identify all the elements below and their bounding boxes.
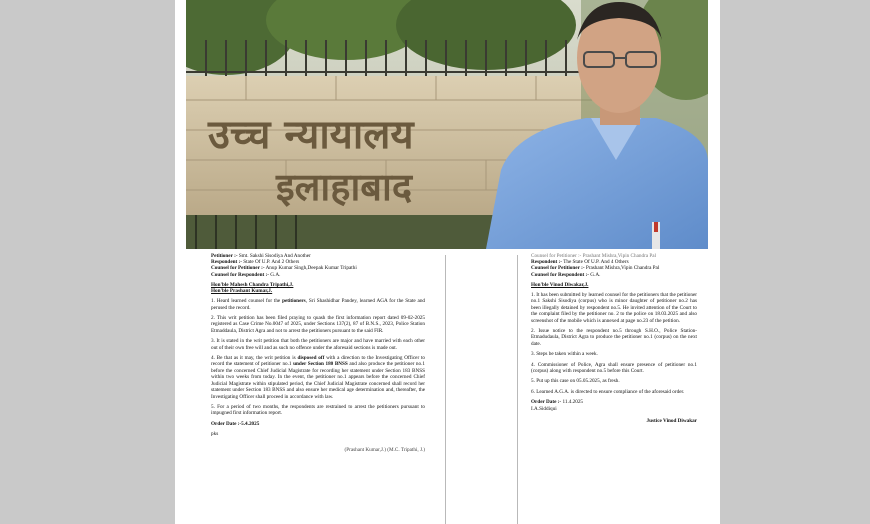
bench-line-2: Hon'ble Prashant Kumar,J.: [211, 288, 273, 295]
initials: pks: [211, 430, 219, 437]
paragraph-5: 5. Put up this case on 05.05.2025, as fresh.: [531, 378, 620, 385]
news-page: [175, 0, 720, 524]
order-date-line: Order Date :- 11.4.2025: [531, 399, 584, 406]
paragraph-2: 2. Issue notice to the respondent no.5 through S.H.O., Police Station- Etmadudaula, District Agra to produce the petitioner no.1 (corpus) on the next date.: [531, 328, 697, 347]
paragraph-3: 3. Steps be taken within a week.: [531, 351, 598, 358]
counsel-petitioner-line: Counsel for Petitioner :- Prashant Mishra,Vipin Chandra Pal: [531, 265, 660, 272]
signature-line: Justice Vinod Diwakar: [646, 417, 697, 424]
court-photo: [186, 0, 708, 249]
respondent-line: Respondent :- The State Of U.P. And 4 Others: [531, 259, 629, 266]
order-date-line: Order Date :-5.4.2025: [211, 420, 260, 427]
respondent-line: Respondent :- State Of U.P. And 2 Others: [211, 259, 300, 266]
counsel-petitioner-line: Counsel for Petitioner :- Anup Kumar Singh,Deepak Kumar Tripathi: [211, 265, 357, 272]
paragraph-4: 4. Be that as it may, the writ petition is disposed off with a direction to the Investigating Officer to record the statement of petitioner no.1 under Section 180 BNSS and also produce the petitioner no.1 before the concerned Chief Judicial Magistrate for recording her statement under Section 183 BNSS within two weeks from today. In the event, the petitioner no.1 appears before the concerned Chief Judicial Magistrate within stipulated period, the Chief Judicial Magistrate concerned shall record her statement under Section 183 BNSS and also ensure her medical age determination and, thereafter, the Investigating Officer shall proceed in accordance with law.: [211, 355, 425, 400]
bench-line: Hon'ble Vinod Diwakar,J.: [531, 281, 589, 288]
wall-inscription-line1: उच्च न्यायालय: [208, 112, 414, 158]
column-divider-right: [517, 255, 518, 524]
paragraph-4: 4. Commissioner of Police, Agra shall ensure presence of petitioner no.1 (corpus) along with respondent no.5 before this Court.: [531, 361, 697, 375]
initials: I.A.Siddiqui: [531, 405, 557, 412]
paragraph-3: 3. It is stated in the writ petition that both the petitioners are major and have married with each other out of their own free will and as such no offence under the aforesaid sections is made out.: [211, 338, 425, 351]
counsel-respondent-line: Counsel for Respondent :- G.A.: [531, 271, 601, 278]
bench-line-1: Hon'ble Mahesh Chandra Tripathi,J.: [211, 281, 294, 288]
allahabad-high-court-image: [186, 0, 708, 249]
signature-line: (Prashant Kumar,J.) (M.C. Tripathi, J.): [344, 447, 425, 454]
petitioner-line: Petitioner :- Smt. Sakshi Sisodiya And Another: [211, 253, 311, 259]
paragraph-6: 6. Learned A.G.A. is directed to ensure compliance of the aforesaid order.: [531, 388, 685, 395]
wall-inscription-line2: इलाहाबाद: [276, 165, 413, 209]
order-right: [531, 253, 697, 524]
column-divider-left: [445, 255, 446, 524]
order-left: [211, 253, 425, 524]
paragraph-1: 1. Heard learned counsel for the petitioners, Sri Shashidhar Pandey, learned AGA for the State and perused the record.: [211, 298, 425, 311]
top-line: Counsel for Petitioner :- Prashant Mishra,Vipin Chandra Pal: [531, 253, 657, 259]
paragraph-1: 1. It has been submitted by learned counsel for the petitioners that the petitioner no.1 Sakshi Sisodiya (corpus) who is minor daughter of petitioner no.2 has been illegally detained by respondent no.5. He invited attention of the Court to the complaint filed by the petitioner no. 2 to the police on 18.03.2025 and also screenshot of the mobile which is annexed at page no.23 of the petition.: [531, 292, 697, 324]
counsel-respondent-line: Counsel for Respondent :- G.A.: [211, 271, 281, 278]
paragraph-5: 5. For a period of two months, the respondents are restrained to arrest the petitioners pursuant to impugned first information report.: [211, 403, 425, 417]
paragraph-2: 2. This writ petition has been filed praying to quash the first information report dated 09-02-2025 registered as Case Crime No.0047 of 2025, under Sections 137(2), 87 of B.N.S., 2023, Police Station Etmaddaula, District Agra and not to arrest the petitioners pursuant to the said FIR.: [211, 315, 425, 334]
